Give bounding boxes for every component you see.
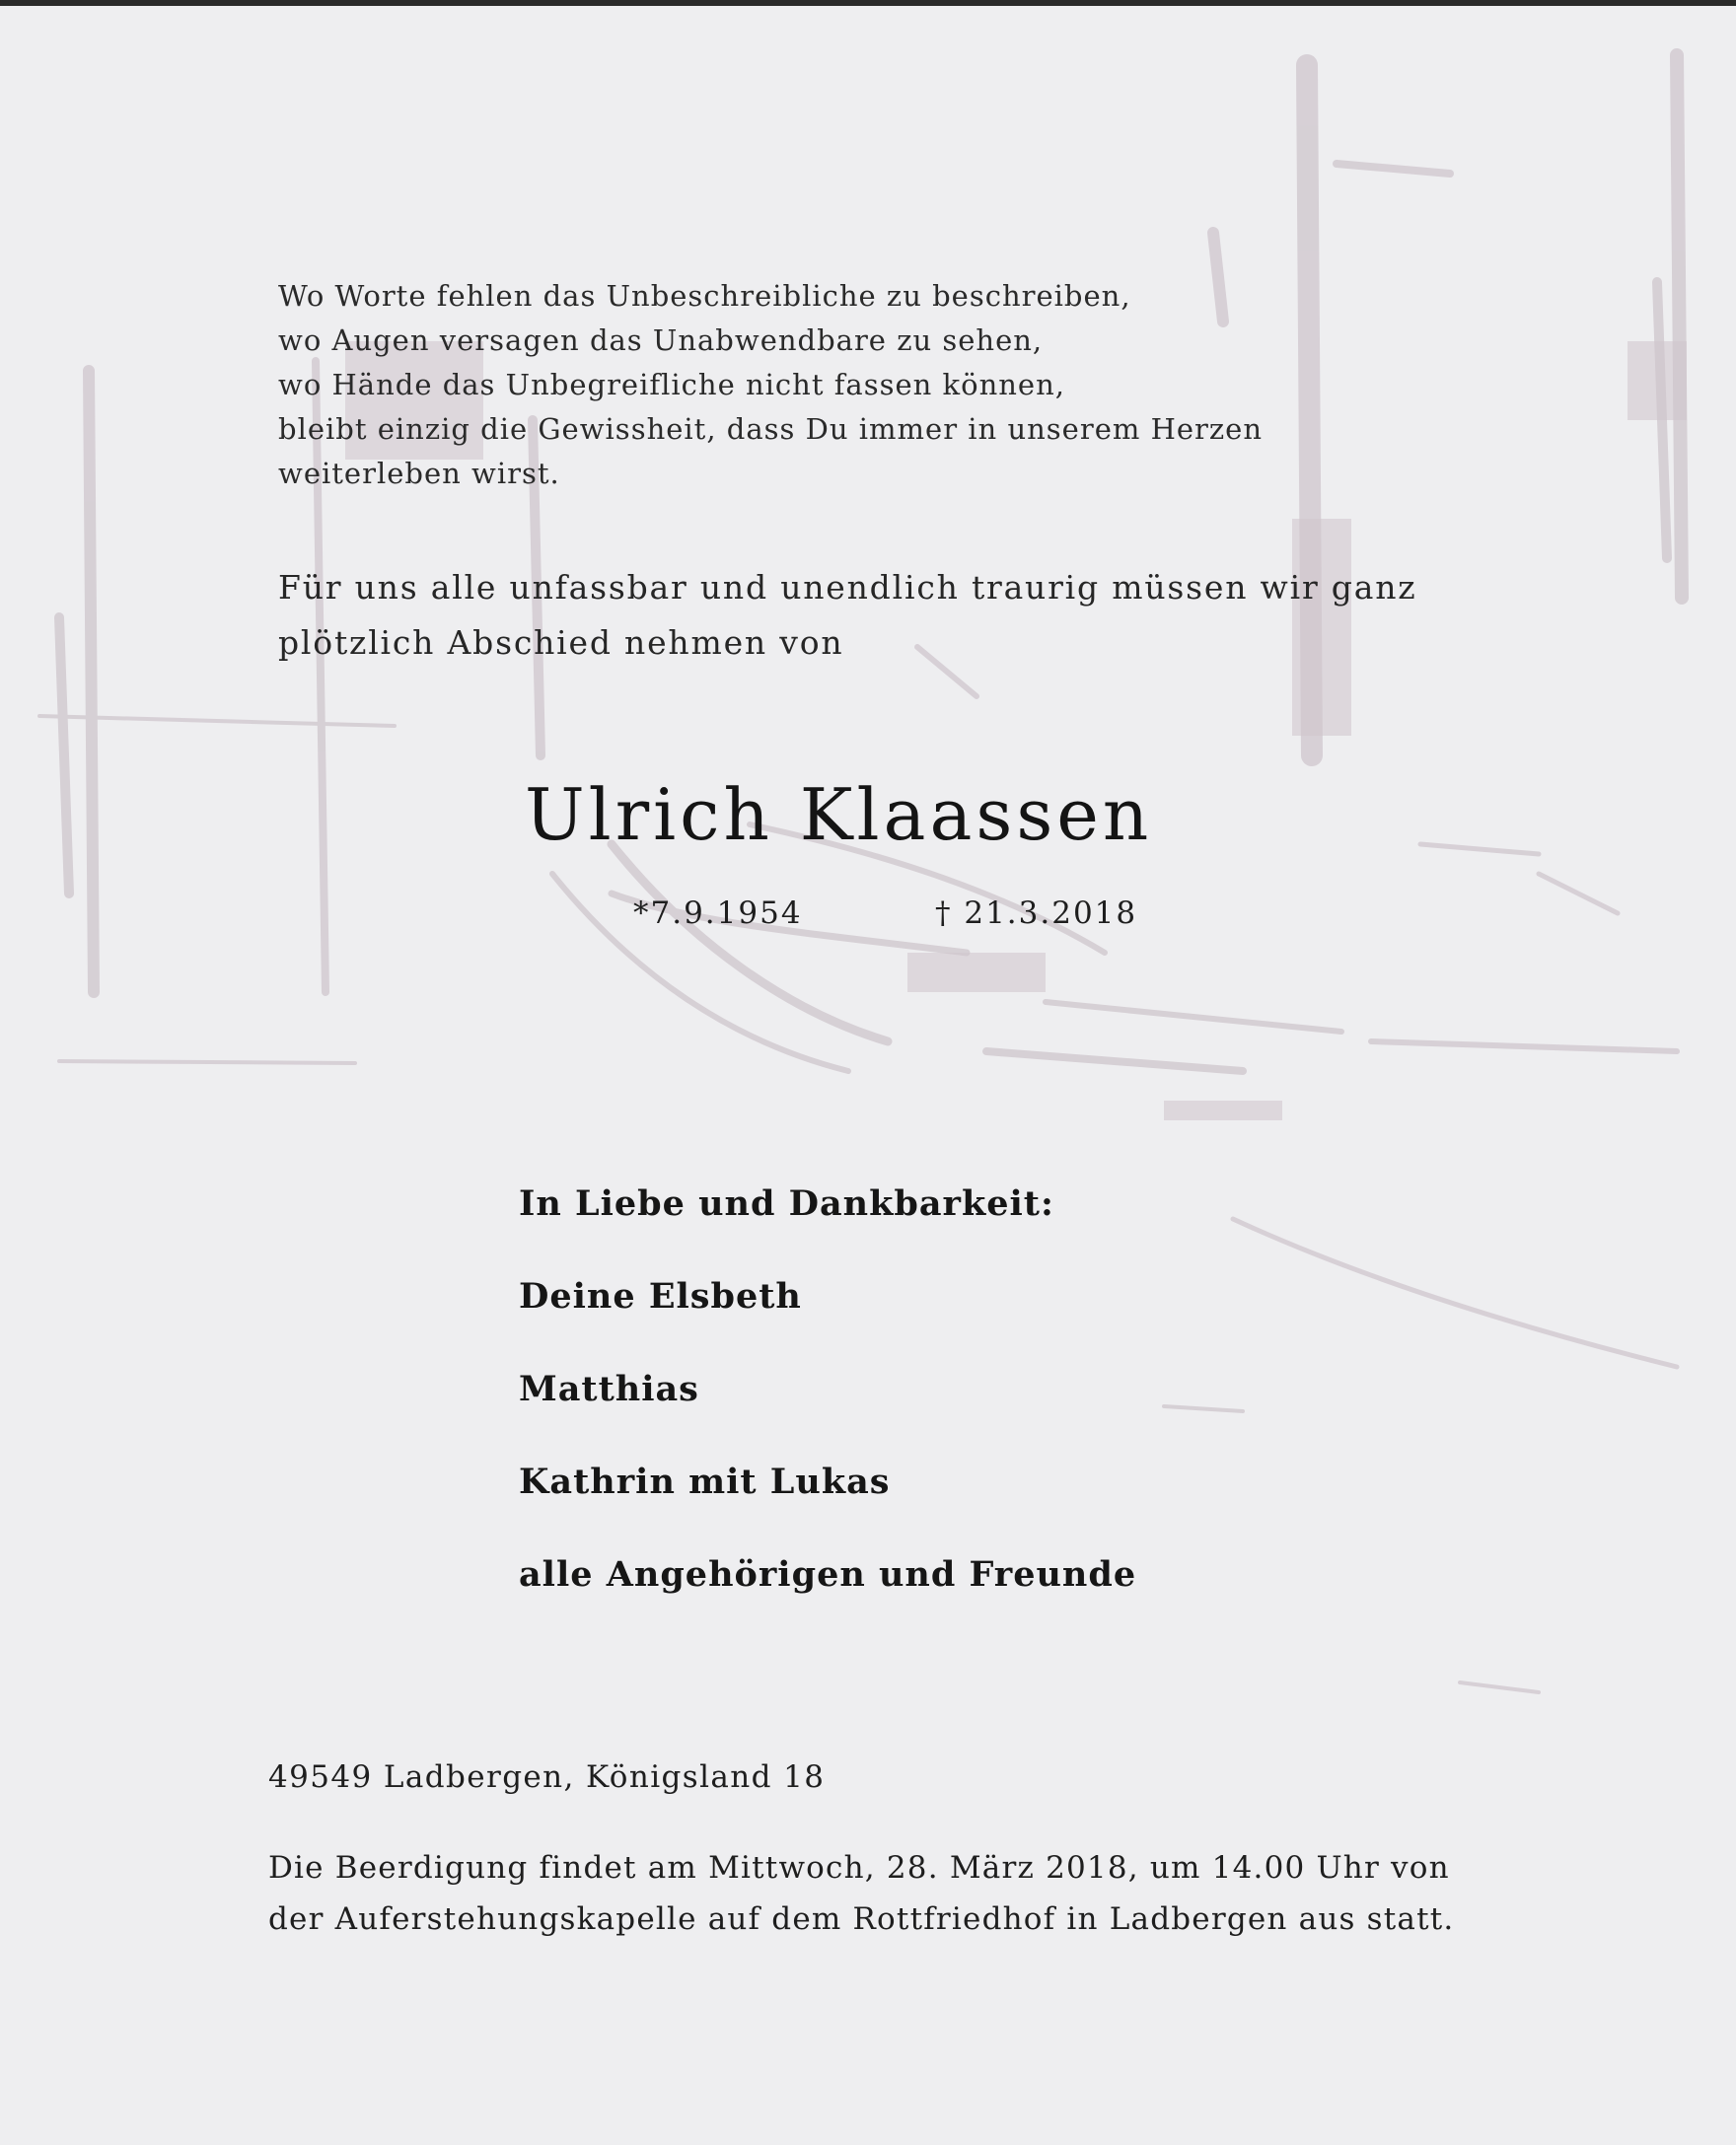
- address: 49549 Ladbergen, Königsland 18: [268, 1759, 826, 1795]
- poem-line: wo Augen versagen das Unabwendbare zu sehen,: [278, 323, 1044, 357]
- mourners-list: [519, 1158, 1136, 1621]
- poem-line: weiterleben wirst.: [278, 457, 560, 490]
- mourner: Matthias: [519, 1369, 699, 1409]
- mourner: Kathrin mit Lukas: [519, 1462, 891, 1502]
- intro-line: Für uns alle unfassbar und unendlich traurig müssen wir ganz: [278, 568, 1417, 607]
- poem: [278, 274, 1263, 496]
- funeral-notice: [268, 1842, 1454, 1945]
- intro-text: [278, 560, 1416, 671]
- poem-line: Wo Worte fehlen das Unbeschreibliche zu beschreiben,: [278, 279, 1131, 313]
- mourner: Deine Elsbeth: [519, 1276, 802, 1317]
- poem-line: bleibt einzig die Gewissheit, dass Du immer in unserem Herzen: [278, 412, 1264, 446]
- death-date: † 21.3.2018: [935, 895, 1138, 931]
- deceased-name: Ulrich Klaassen: [525, 773, 1153, 856]
- funeral-line: Die Beerdigung findet am Mittwoch, 28. März 2018, um 14.00 Uhr von: [268, 1850, 1450, 1886]
- intro-line: plötzlich Abschied nehmen von: [278, 623, 844, 662]
- birth-date: *7.9.1954: [633, 895, 803, 931]
- funeral-line: der Auferstehungskapelle auf dem Rottfriedhof in Ladbergen aus statt.: [268, 1901, 1455, 1937]
- mourner: alle Angehörigen und Freunde: [519, 1554, 1137, 1595]
- mourners-heading: In Liebe und Dankbarkeit:: [519, 1183, 1054, 1224]
- obituary-card: [0, 6, 1736, 2145]
- poem-line: wo Hände das Unbegreifliche nicht fassen können,: [278, 368, 1065, 401]
